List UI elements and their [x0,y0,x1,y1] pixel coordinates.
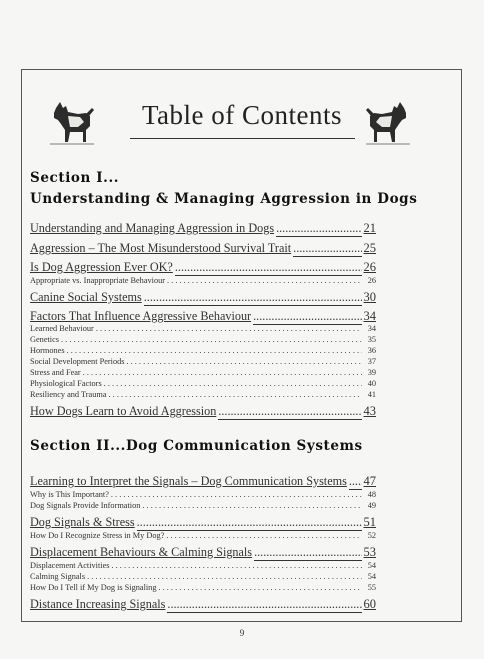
toc-entry[interactable] [30,597,376,612]
toc-entry[interactable] [30,241,376,256]
toc-subentry-page: 37 [367,357,376,366]
toc-subentry[interactable] [30,531,376,540]
toc-subentry-label: How Do I Recognize Stress in My Dog? [30,531,165,540]
leader-dots [96,324,362,333]
toc-subentry-page: 54 [367,561,376,570]
toc-subentry-page: 52 [367,531,376,540]
toc-subentry-page: 41 [367,390,376,399]
leader-dots [112,561,363,570]
toc-entry-page: 60 [363,597,376,611]
leader-dots [109,390,362,399]
leader-dots [83,368,362,377]
leader-dots [104,379,362,388]
toc-entry-page: 51 [363,515,376,529]
leader-dots [166,531,362,540]
toc-entry-page: 43 [363,404,376,418]
toc-subentry-page: 36 [367,346,376,355]
toc-entry-page: 47 [363,474,376,488]
toc-subentry[interactable] [30,346,376,355]
toc-entry-page: 21 [363,221,376,235]
leader-dots [67,346,362,355]
section-1-heading-line2: Understanding & Managing Aggression in Dogs [30,191,418,207]
toc-entry-label: Distance Increasing Signals [30,597,166,611]
toc-subentry-page: 48 [367,490,376,499]
leader-dots [175,260,362,276]
toc-entry[interactable] [30,515,376,530]
toc-subentry-page: 26 [367,276,376,285]
toc-entry-label: How Dogs Learn to Avoid Aggression [30,404,217,418]
title-underline [130,138,355,139]
toc-subentry[interactable] [30,379,376,388]
leader-dots [144,290,362,306]
title-row [0,98,484,158]
toc-entry[interactable] [30,290,376,305]
toc-subentry-label: Calming Signals [30,572,86,581]
toc-entry-label: Understanding and Managing Aggression in Dogs [30,221,275,235]
toc-subentry[interactable] [30,572,376,581]
toc-subentry[interactable] [30,490,376,499]
toc-entry[interactable] [30,545,376,560]
toc-subentry[interactable] [30,335,376,344]
toc-entry[interactable] [30,404,376,419]
toc-subentry[interactable] [30,561,376,570]
leader-dots [158,583,362,592]
leader-dots [349,474,362,490]
leader-dots [61,335,362,344]
leader-dots [293,241,361,257]
toc-subentry-label: Physiological Factors [30,379,102,388]
toc-subentry-label: Genetics [30,335,60,344]
toc-subentry[interactable] [30,390,376,399]
section-2-heading: Section II...Dog Communication Systems [30,438,363,454]
toc-subentry-label: Learned Behaviour [30,324,94,333]
leader-dots [167,597,361,613]
toc-subentry-label: Dog Signals Provide Information [30,501,141,510]
dog-illustration-right [364,98,412,148]
toc-entry[interactable] [30,221,376,236]
toc-entry-label: Displacement Behaviours & Calming Signals [30,545,253,559]
toc-subentry-page: 55 [367,583,376,592]
page-title: Table of Contents [141,100,343,130]
toc-subentry[interactable] [30,357,376,366]
toc-entry[interactable] [30,309,376,324]
toc-subentry-page: 35 [367,335,376,344]
leader-dots [87,572,362,581]
toc-entry-label: Is Dog Aggression Ever OK? [30,260,173,274]
toc-subentry-label: Why is This Important? [30,490,109,499]
section-1-heading-line1: Section I... [30,170,120,186]
toc-entry[interactable] [30,474,376,489]
leader-dots [167,276,362,285]
toc-subentry[interactable] [30,368,376,377]
toc-subentry[interactable] [30,324,376,333]
toc-entry-page: 26 [363,260,376,274]
leader-dots [137,515,362,531]
page-number: 9 [239,628,245,638]
toc-subentry[interactable] [30,583,376,592]
toc-entry-page: 25 [363,241,376,255]
leader-dots [218,404,361,420]
leader-dots [111,490,362,499]
toc-entry-label: Factors That Influence Aggressive Behaviour [30,309,252,323]
toc-subentry[interactable] [30,276,376,285]
toc-subentry-label: Hormones [30,346,65,355]
toc-entry-label: Aggression – The Most Misunderstood Survival Trait [30,241,292,255]
leader-dots [276,221,361,237]
toc-subentry-label: Social Development Periods [30,357,125,366]
leader-dots [254,545,361,561]
toc-entry-label: Dog Signals & Stress [30,515,135,529]
toc-subentry-page: 54 [367,572,376,581]
toc-subentry-page: 49 [367,501,376,510]
toc-subentry-label: Resiliency and Trauma [30,390,107,399]
toc-subentry-page: 39 [367,368,376,377]
toc-subentry-page: 34 [367,324,376,333]
toc-entry-page: 53 [363,545,376,559]
leader-dots [142,501,362,510]
toc-subentry-label: Displacement Activities [30,561,110,570]
toc-entry-label: Learning to Interpret the Signals – Dog Communication Systems [30,474,347,488]
toc-subentry-label: How Do I Tell if My Dog is Signaling [30,583,157,592]
toc-subentry-label: Appropriate vs. Inappropriate Behaviour [30,276,166,285]
toc-entry-page: 30 [363,290,376,304]
toc-entry-page: 34 [363,309,376,323]
toc-subentry[interactable] [30,501,376,510]
leader-dots [126,357,362,366]
toc-entry-label: Canine Social Systems [30,290,142,304]
toc-entry[interactable] [30,260,376,275]
toc-subentry-label: Stress and Fear [30,368,81,377]
leader-dots [253,309,361,325]
toc-subentry-page: 40 [367,379,376,388]
